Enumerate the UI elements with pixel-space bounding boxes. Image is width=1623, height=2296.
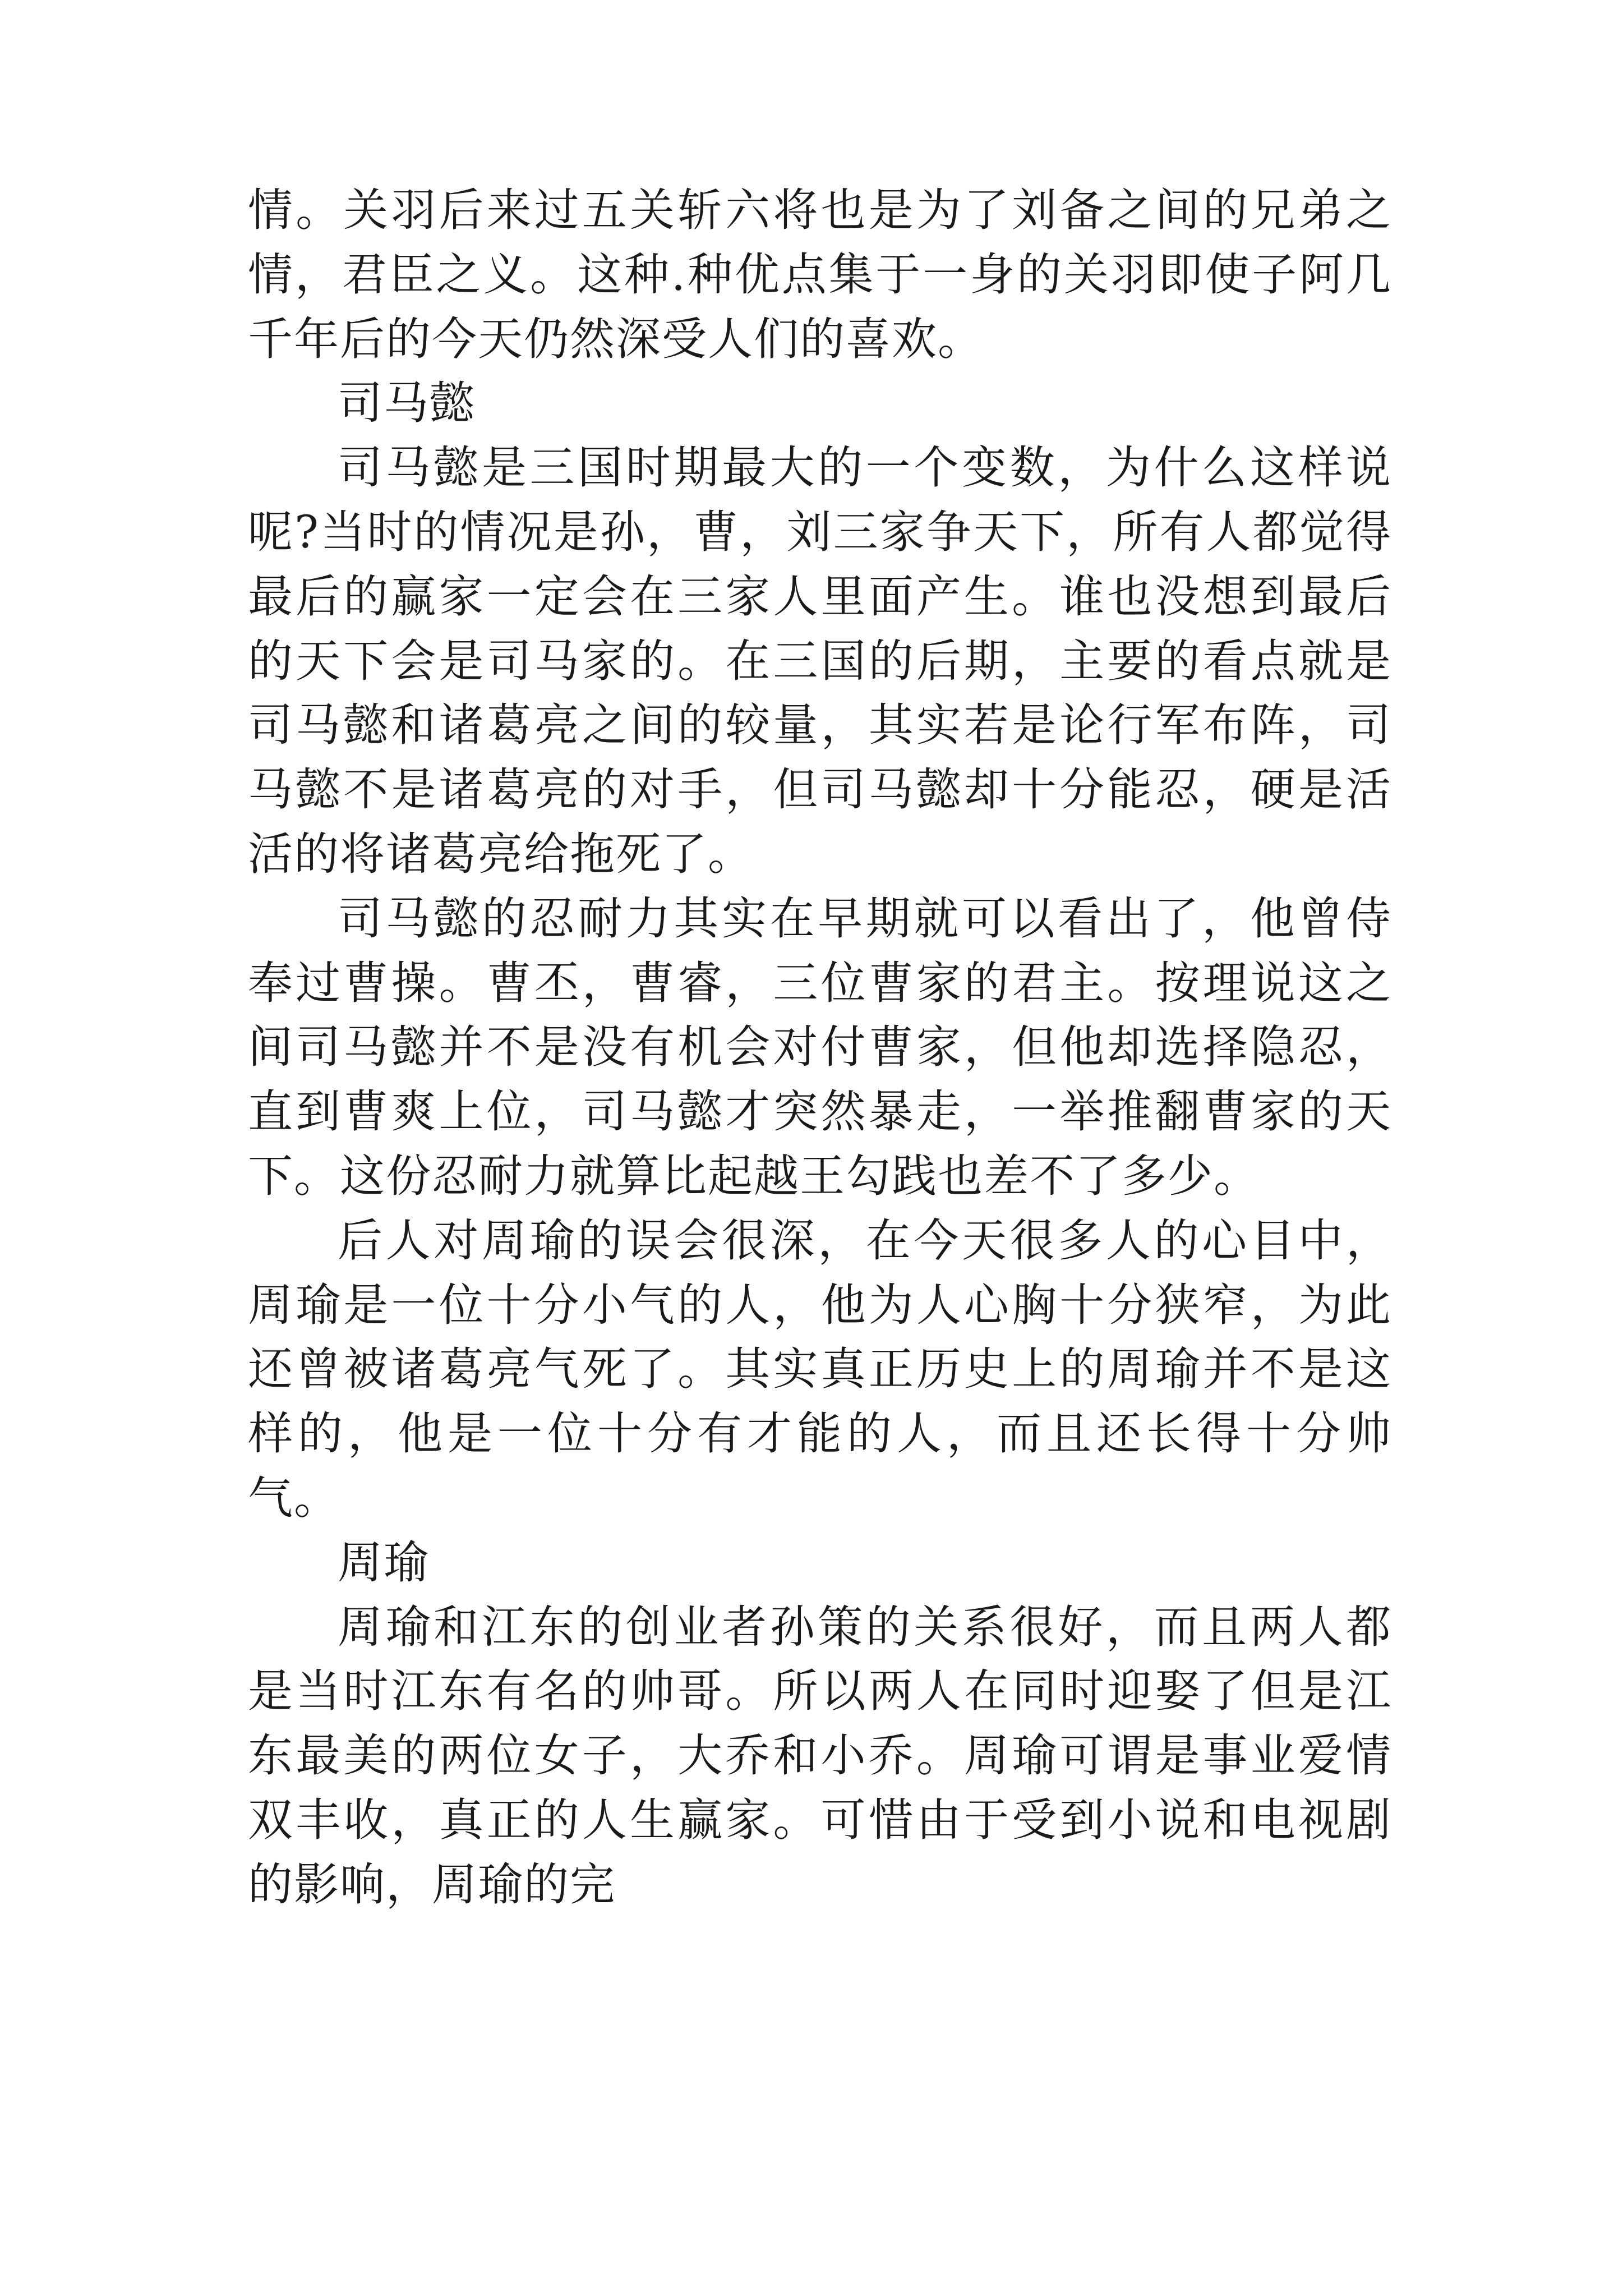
section-heading-zhou-yu: 周瑜 — [338, 1536, 430, 1589]
paragraph-zhou-yu-sun-ce: 周瑜和江东的创业者孙策的关系很好，而且两人都是当时江东有名的帅哥。所以两人在同时迎娶了但是江东最美的两位女子，大乔和小乔。周瑜可谓是事业爱情双丰收，真正的人生赢家。可惜由于受到小说和电视剧的影响，周瑜的完 — [248, 1600, 1392, 1911]
body-text-column — [248, 178, 1392, 1917]
paragraph-guan-yu-conclusion: 情。关羽后来过五关斩六将也是为了刘备之间的兄弟之情，君臣之义。这种.种优点集于一身的关羽即使子阿几千年后的今天仍然深受人们的喜欢。 — [248, 184, 1392, 365]
paragraph-sima-yi-variable: 司马懿是三国时期最大的一个变数，为什么这样说呢?当时的情况是孙，曹，刘三家争天下，所有人都觉得最后的赢家一定会在三家人里面产生。谁也没想到最后的天下会是司马家的。在三国的后期，主要的看点就是司马懿和诸葛亮之间的较量，其实若是论行军布阵，司马懿不是诸葛亮的对手，但司马懿却十分能忍，硬是活活的将诸葛亮给拖死了。 — [248, 441, 1392, 880]
section-heading-sima-yi: 司马懿 — [338, 377, 476, 430]
paragraph-zhou-yu-misunderstanding: 后人对周瑜的误会很深，在今天很多人的心目中，周瑜是一位十分小气的人，他为人心胸十分狭窄，为此还曾被诸葛亮气死了。其实真正历史上的周瑜并不是这样的，他是一位十分有才能的人，而且还长得十分帅气。 — [248, 1214, 1392, 1524]
paragraph-sima-yi-patience: 司马懿的忍耐力其实在早期就可以看出了，他曾侍奉过曹操。曹丕，曹睿，三位曹家的君主。按理说这之间司马懿并不是没有机会对付曹家，但他却选择隐忍，直到曹爽上位，司马懿才突然暴走，一举推翻曹家的天下。这份忍耐力就算比起越王勾践也差不了多少。 — [248, 892, 1392, 1202]
